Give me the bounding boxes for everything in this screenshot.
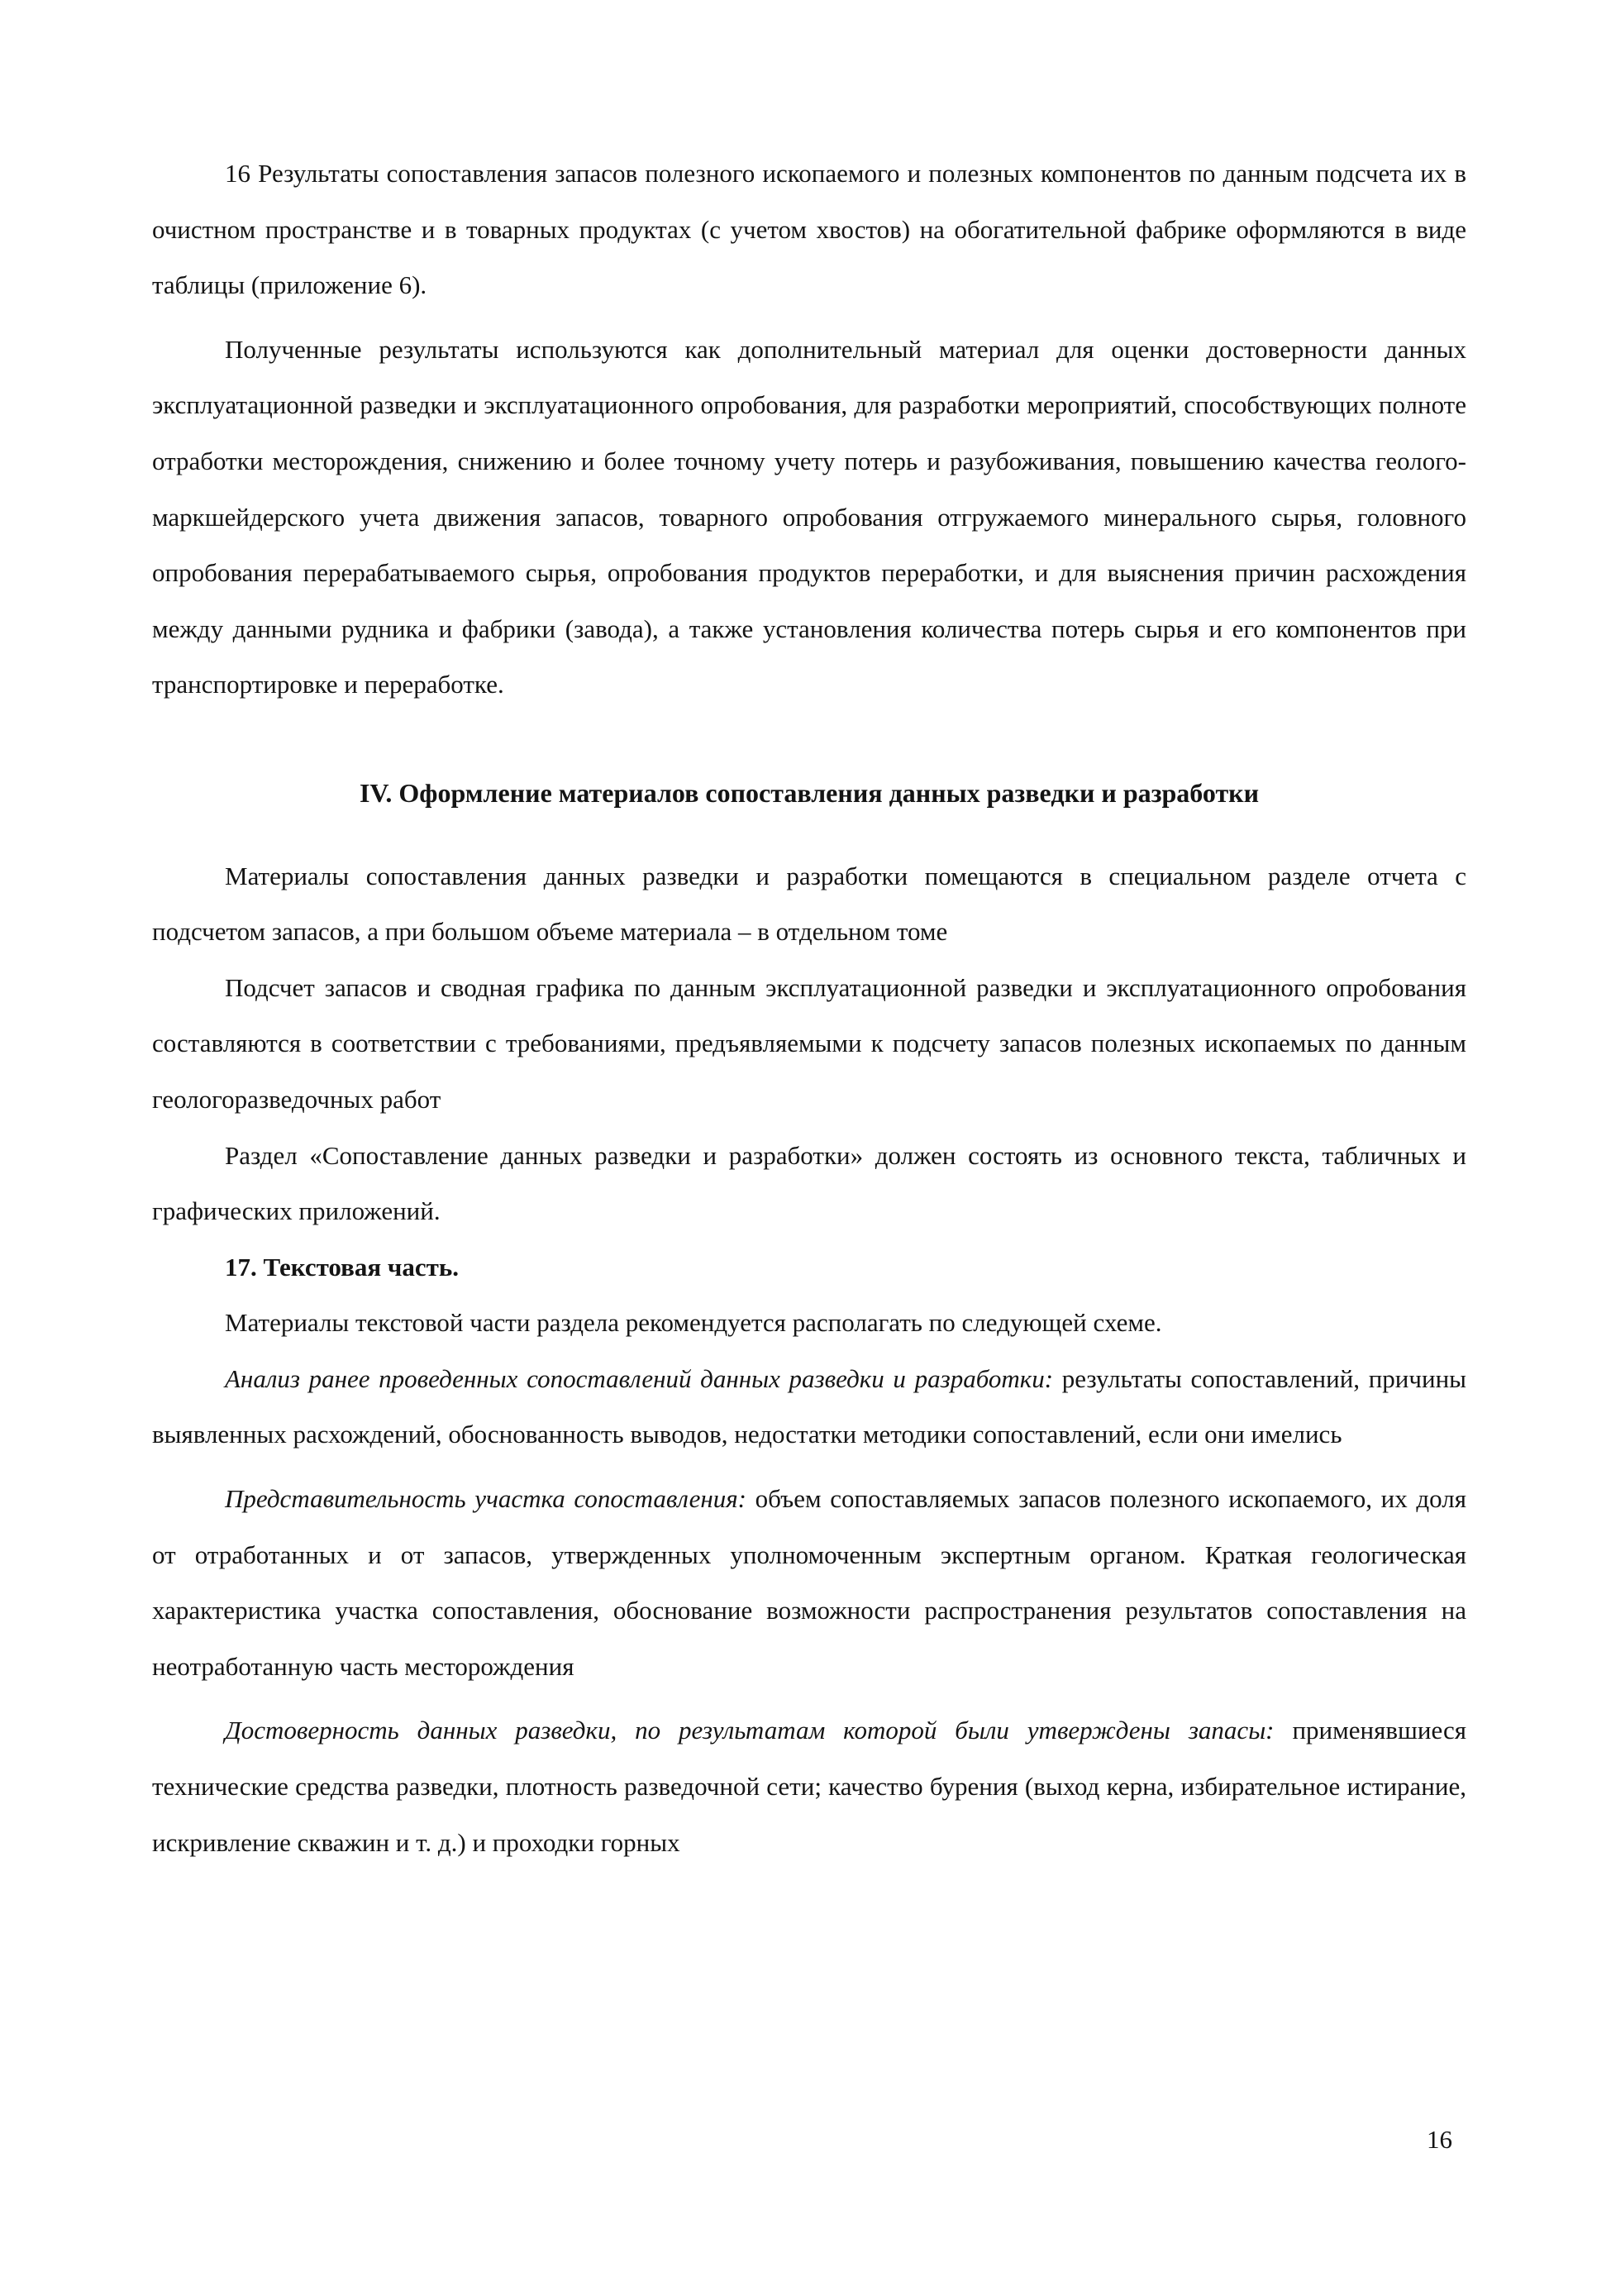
section-heading: IV. Оформление материалов сопоставления данных разведки и разработки	[359, 777, 1260, 808]
subsection-heading: 17. Текстовая часть.	[225, 1252, 460, 1282]
paragraph-results-usage: Полученные результаты используются как дополнительный материал для оценки достоверности данных эксплуатационной разведки и эксплуатационного опробования, для разработки мероприятий, способствующих полноте отработки месторождения, снижению и более точному учету потерь и разубоживания, повышению качества геолого-маркшейдерского учета движения запасов, товарного опробования отгружаемого минерального сырья, головного опробования перерабатываемого сырья, опробования продуктов переработки, и для выяснения причин расхождения между данными рудника и фабрики (завода), а также установления количества потерь сырья и его компонентов при транспортировке и переработке.	[152, 334, 1466, 699]
paragraph-scheme-intro: Материалы текстовой части раздела рекомендуется располагать по следующей схеме.	[225, 1308, 1162, 1338]
page-content	[152, 146, 1466, 1870]
paragraph-section-structure: Раздел «Сопоставление данных разведки и разработки» должен состоять из основного текста, табличных и графических приложений.	[152, 1140, 1466, 1226]
scheme-item-text: применявшиеся технические средства разведки, плотность разведочной сети; качество бурения (выход керна, избирательное истирание, искривление скважин и т. д.) и проходки горных	[152, 1716, 1466, 1857]
scheme-item-text: результаты сопоставлений, причины выявленных расхождений, обоснованность выводов, недостатки методики сопоставлений, если они имелись	[152, 1363, 1466, 1449]
paragraph-materials-placement: Материалы сопоставления данных разведки и разработки помещаются в специальном разделе отчета с подсчетом запасов, а при большом объеме материала – в отдельном томе	[152, 861, 1466, 947]
scheme-item-text: объем сопоставляемых запасов полезного ископаемого, их доля от отработанных и от запасов, утвержденных уполномоченным экспертным органом. Краткая геологическая характеристика участка сопоставления, обоснование возможности распространения результатов сопоставления на неотработанную часть месторождения	[152, 1484, 1467, 1681]
scheme-item-title: Анализ ранее проведенных сопоставлений данных разведки и разработки:	[225, 1363, 1054, 1393]
scheme-item-title: Достоверность данных разведки, по результатам которой были утверждены запасы:	[225, 1716, 1275, 1745]
paragraph-16: 16 Результаты сопоставления запасов полезного ископаемого и полезных компонентов по данным подсчета их в очистном пространстве и в товарных продуктах (с учетом хвостов) на обогатительной фабрике оформляются в виде таблицы (приложение 6).	[152, 159, 1466, 300]
scheme-item-representativeness	[152, 1471, 1466, 1694]
scheme-item-title: Представительность участка сопоставления:	[225, 1484, 747, 1514]
paragraph-reserves-calculation: Подсчет запасов и сводная графика по данным эксплуатационной разведки и эксплуатационного опробования составляются в соответствии с требованиями, предъявляемыми к подсчету запасов полезных ископаемых по данным геологоразведочных работ	[152, 972, 1466, 1114]
scheme-item-reliability	[152, 1702, 1466, 1870]
page-number: 16	[1427, 2125, 1452, 2154]
scheme-item-analysis	[152, 1351, 1466, 1463]
